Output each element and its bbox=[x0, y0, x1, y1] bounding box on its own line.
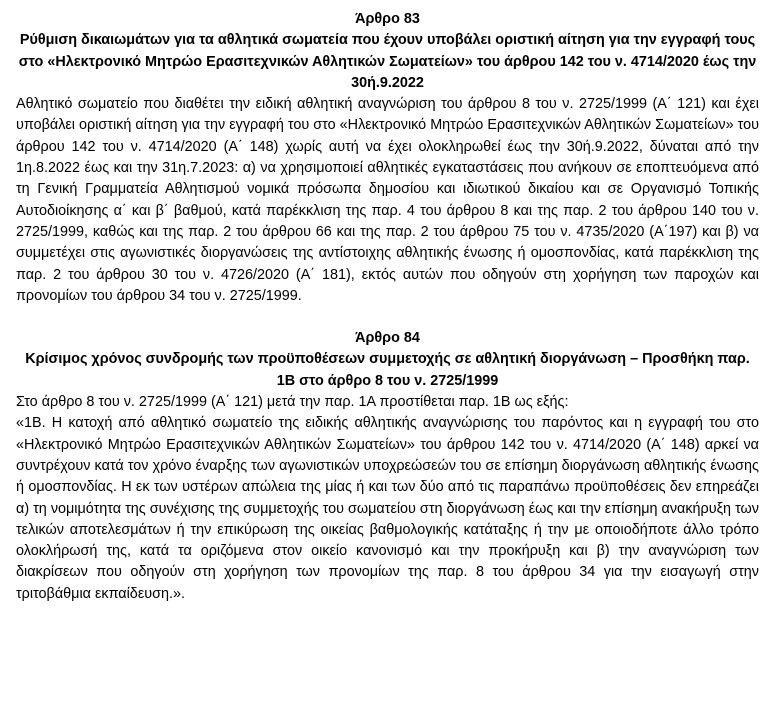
article-83-title: Ρύθμιση δικαιωμάτων για τα αθλητικά σωματεία που έχουν υποβάλει οριστική αίτηση για την εγγραφή τους στο «Ηλεκτρονικό Μητρώο Ερασιτεχνικών Αθλητικών Σωματείων» του άρθρου 142 του ν. 4714/2020 έως την 30ή.9.2022 bbox=[18, 32, 757, 91]
article-83-number: Άρθρο 83 bbox=[355, 11, 420, 27]
article-84-body: «1Β. Η κατοχή από αθλητικό σωματείο της ειδικής αθλητικής αναγνώρισης του παρόντος και η εγγραφή του στο «Ηλεκτρονικό Μητρώο Ερασιτεχνικών Αθλητικών Σωματείων» του άρθρου 142 του ν. 4714/2020 (Α΄ 148) αρκεί να συντρέχουν κατά τον χρόνο έναρξης των αγωνιστικών υποχρεώσεών του σε επίσημη διοργάνωση αθλητικής ένωσης ή ομοσπονδίας. Η εκ των υστέρων απώλεια της μίας ή και των δύο από τις παραπάνω προϋποθέσεις δεν επηρεάζει α) τη νομιμότητα της συνέχισης της συμμετοχής του σωματείου στη διοργάνωση έως και την επίσημη ανακήρυξη των τελικών αποτελεσμάτων ή την επικύρωση της οικείας βαθμολογικής κατάταξης ή την με οποιοδήποτε άλλο τρόπο ολοκλήρωσή της, κατά τα οριζόμενα στον οικείο κανονισμό και την προκήρυξη και β) την αναγνώριση των διακρίσεων που οδηγούν στη χορήγηση των προνομίων της παρ. 8 του άρθρου 34 για την εισαγωγή στην τριτοβάθμια εκπαίδευση.». bbox=[16, 415, 759, 602]
document-page bbox=[16, 0, 759, 605]
article-83 bbox=[16, 9, 759, 307]
article-83-body: Αθλητικό σωματείο που διαθέτει την ειδική αθλητική αναγνώριση του άρθρου 8 του ν. 2725/1999 (Α΄ 121) και έχει υποβάλει οριστική αίτηση για την εγγραφή του στο «Ηλεκτρονικό Μητρώο Ερασιτεχνικών Αθλητικών Σωματείων» του άρθρου 142 του ν. 4714/2020 (Α΄ 148) χωρίς αυτή να έχει ολοκληρωθεί έως την 30ή.9.2022, δύναται από την 1η.8.2022 έως και την 31η.7.2023: α) να χρησιμοποιεί αθλητικές εγκαταστάσεις που ανήκουν σε εποπτευόμενα από τη Γενική Γραμματεία Αθλητισμού νομικά πρόσωπα δημοσίου και ιδιωτικού δικαίου και σε Οργανισμό Τοπικής Αυτοδιοίκησης α΄ και β΄ βαθμού, κατά παρέκκλιση της παρ. 4 του άρθρου 8 και της παρ. 2 του άρθρου 140 του ν. 2725/1999, καθώς και της παρ. 2 του άρθρου 66 και της παρ. 2 του άρθρου 75 του ν. 4735/2020 (Α΄197) και β) να συμμετέχει στις αγωνιστικές διοργανώσεις της αντίστοιχης αθλητικής ένωσης ή ομοσπονδίας, κατά παρέκκλιση της παρ. 2 του άρθρου 30 του ν. 4726/2020 (Α΄ 181), εκτός αυτών που οδηγούν στη χορήγηση των παροχών και προνομίων του άρθρου 34 του ν. 2725/1999. bbox=[16, 96, 759, 304]
article-84-number: Άρθρο 84 bbox=[355, 330, 420, 347]
article-84 bbox=[16, 328, 759, 605]
article-84-intro: Στο άρθρο 8 του ν. 2725/1999 (Α΄ 121) μετά την παρ. 1Α προστίθεται παρ. 1Β ως εξής: bbox=[16, 394, 569, 411]
section-spacer bbox=[16, 307, 759, 328]
article-84-title: Κρίσιμος χρόνος συνδρομής των προϋποθέσεων συμμετοχής σε αθλητική διοργάνωση – Προσθήκη παρ. 1Β στο άρθρο 8 του ν. 2725/1999 bbox=[25, 351, 750, 389]
